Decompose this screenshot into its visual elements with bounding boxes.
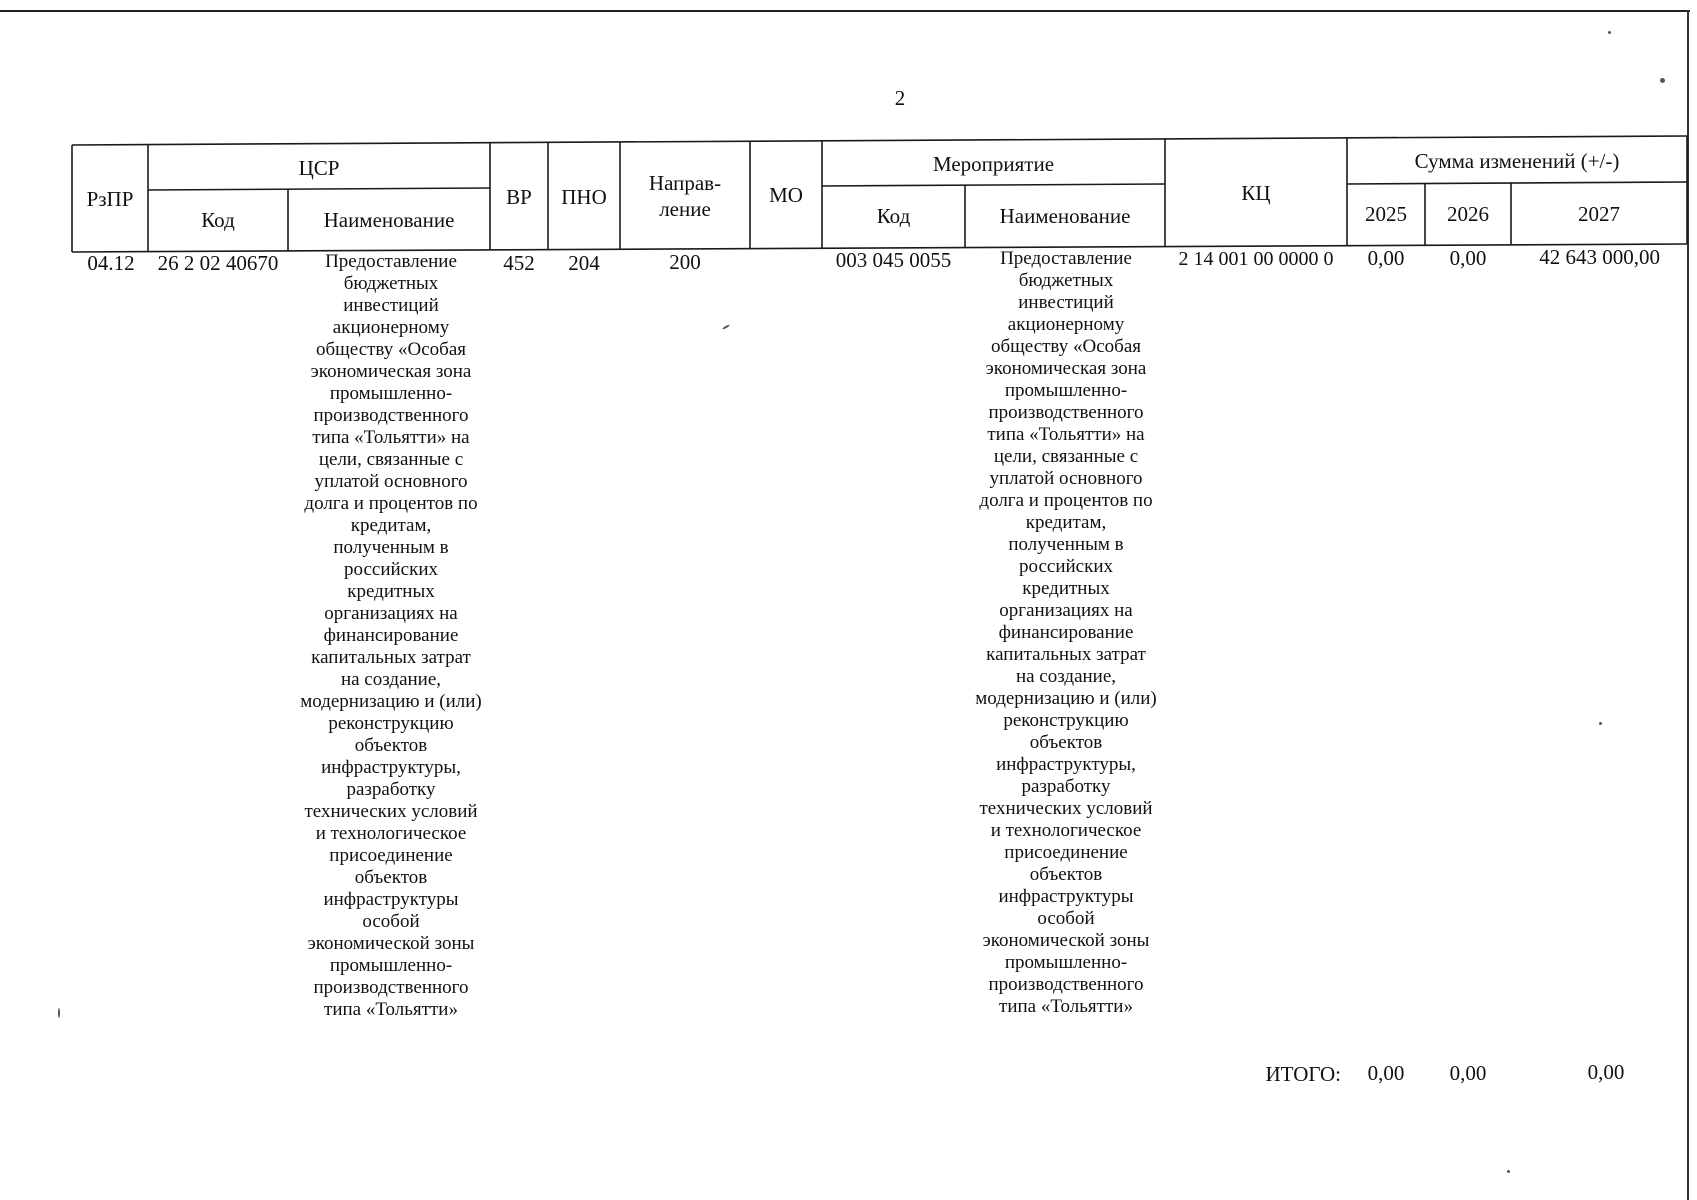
header-rzpr: РзПР [86,186,134,211]
row-csr-name: Предоставление бюджетных инвестиций акционерному обществу «Особая экономическая зона промышленно-производственного типа «Тольятти» на цели, связанные с уплатой основного долга и процентов по кредитам, полученным в российских кредитных организациях на финансирование капитальных затрат на создание, модернизацию и (или) реконструкцию объектов инфраструктуры, разработку технических условий и технологическое присоединение объектов инфраструктуры особой экономической зоны промышленно-производственного типа «Тольятти» [300,251,482,1020]
scan-speck [1599,722,1602,725]
header-csr-name: Наименование [323,208,455,232]
top-scan-rule [0,10,1690,12]
header-year-2025: 2025 [1365,202,1407,226]
scan-speck [1507,1170,1510,1173]
scan-speck [58,1008,60,1018]
total-label: ИТОГО: [1265,1062,1341,1086]
header-event-code: Код [876,204,911,228]
row-sum-2025: 0,00 [1367,246,1405,270]
header-pno: ПНО [561,185,607,209]
header-event: Мероприятие [932,151,1055,176]
scan-speck [1660,78,1665,83]
row-direction: 200 [669,250,701,274]
page-number: 2 [894,86,906,110]
header-csr: ЦСР [298,155,340,180]
row-csr-code: 26 2 02 40670 [157,251,279,275]
header-event-name: Наименование [999,204,1131,228]
row-kc: 2 14 001 00 0000 0 [1178,248,1334,270]
scan-speck [722,324,730,330]
header-vr: ВР [506,185,532,209]
header-year-2026: 2026 [1447,202,1489,226]
header-year-2027: 2027 [1578,202,1620,226]
right-scan-rule [1687,10,1689,1200]
row-rzpr: 04.12 [87,251,135,275]
scan-speck [1608,31,1611,34]
row-sum-2027: 42 643 000,00 [1539,245,1660,269]
row-sum-2026: 0,00 [1449,246,1487,270]
header-kc: КЦ [1241,181,1271,205]
header-csr-code: Код [201,208,235,232]
total-sum-2025: 0,00 [1367,1061,1405,1085]
row-event-name: Предоставление бюджетных инвестиций акционерному обществу «Особая экономическая зона промышленно-производственного типа «Тольятти» на цели, связанные с уплатой основного долга и процентов по кредитам, полученным в российских кредитных организациях на финансирование капитальных затрат на создание, модернизацию и (или) реконструкцию объектов инфраструктуры, разработку технических условий и технологическое присоединение объектов инфраструктуры особой экономической зоны промышленно-производственного типа «Тольятти» [975,248,1157,1017]
row-pno: 204 [568,251,600,275]
header-sum-changes: Сумма изменений (+/-) [1414,149,1620,173]
total-sum-2026: 0,00 [1449,1061,1487,1085]
row-event-code: 003 045 0055 [835,248,952,272]
header-direction: Направ- ление [648,171,722,221]
total-sum-2027: 0,00 [1587,1060,1625,1084]
header-mo: МО [769,183,803,207]
row-vr: 452 [503,251,535,275]
